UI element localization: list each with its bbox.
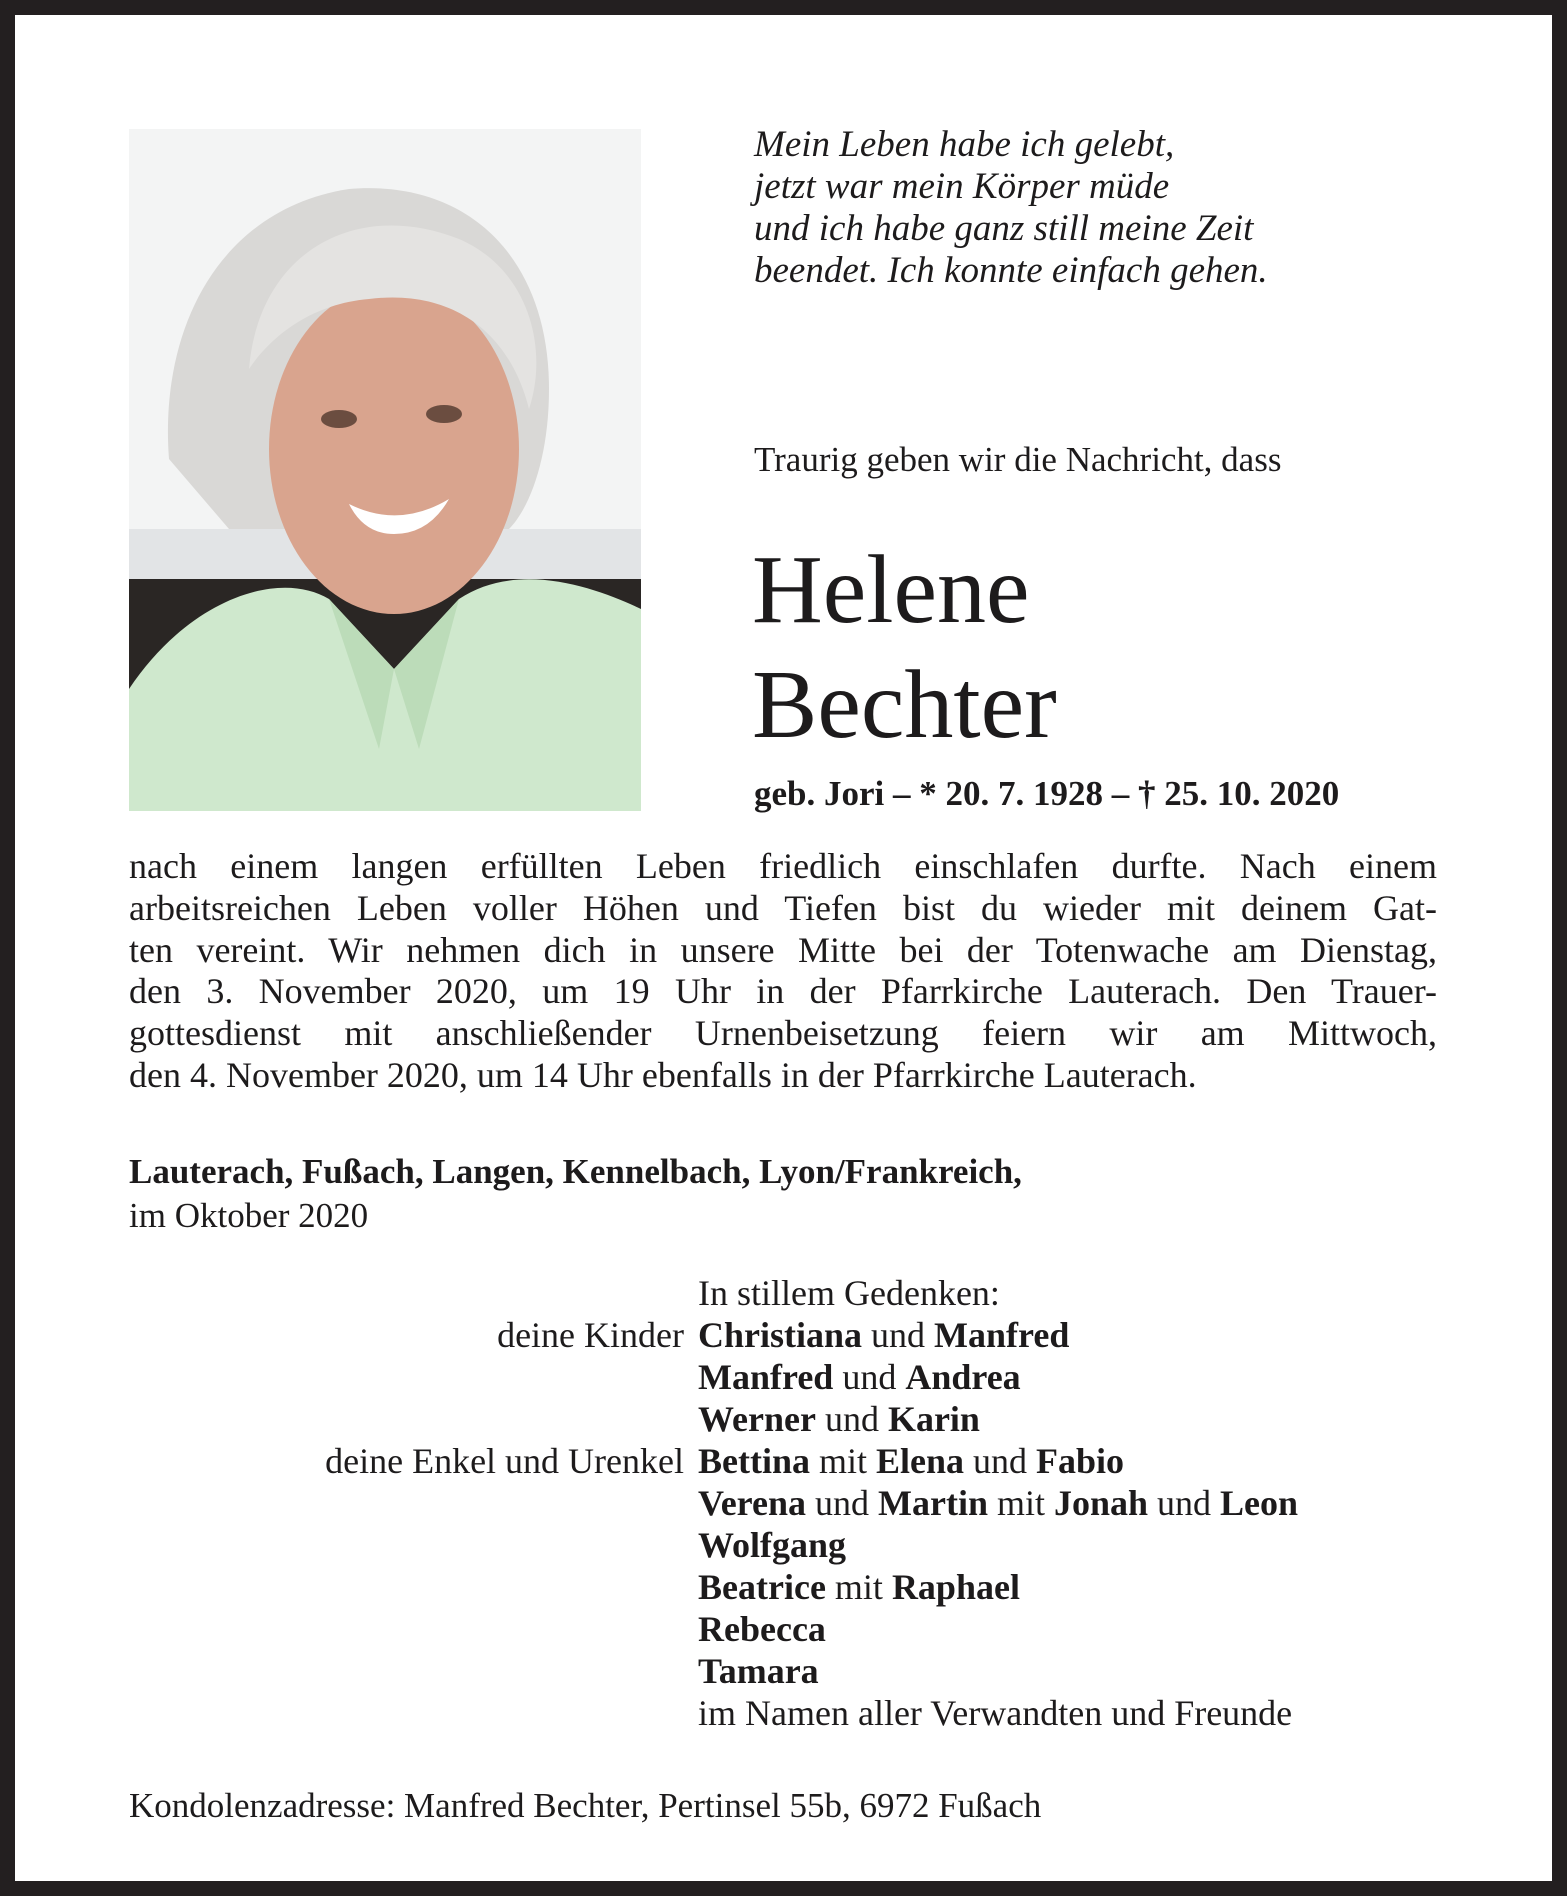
connector-text: und [862,1315,935,1355]
connector-text: mit [810,1441,877,1481]
family-name: Verena [698,1483,806,1523]
quote-line: jetzt war mein Körper müde [754,166,1170,207]
family-name: Karin [887,1399,980,1439]
connector-text: im Namen aller Verwandten und Freunde [698,1693,1293,1733]
family-line [698,1524,846,1566]
intro-text: Traurig geben wir die Nachricht, dass [754,440,1282,479]
family-line [698,1440,1124,1482]
gedenken-heading: In stillem Gedenken: [698,1273,1000,1313]
family-name: Christiana [698,1315,863,1355]
quote [754,124,1268,292]
family-name: Andrea [905,1357,1021,1397]
connector-text: und [833,1357,906,1397]
quote-line: beendet. Ich konnte einfach gehen. [754,250,1268,291]
family-line [698,1566,1020,1608]
family-line [698,1608,826,1650]
body-line: ten vereint. Wir nehmen dich in unsere Mitte bei der Totenwache am Dienstag, [129,929,1437,970]
family-name: Martin [878,1483,988,1523]
family-name: Bettina [698,1441,810,1481]
date-place: im Oktober 2020 [129,1196,369,1235]
connector-text: mit [825,1567,892,1607]
connector-text: und [806,1483,878,1523]
last-name: Bechter [752,651,1057,759]
label-grandchildren: deine Enkel und Urenkel [325,1441,684,1481]
family-name: Tamara [698,1651,819,1691]
connector-text: und [815,1399,888,1439]
family-name: Elena [876,1441,965,1481]
family-name: Leon [1220,1483,1299,1523]
family-line [698,1398,980,1440]
family-name: Fabio [1036,1441,1125,1481]
family-name: Beatrice [698,1567,826,1607]
family-name: Rebecca [698,1609,826,1649]
family-name: Werner [698,1399,816,1439]
body-line: nach einem langen erfüllten Leben friedlich einschlafen durfte. Nach einem [129,846,1437,886]
family-name: Manfred [934,1315,1070,1355]
body-line: gottesdienst mit anschließender Urnenbeisetzung feiern wir am Mittwoch, [129,1013,1437,1054]
family-line [698,1482,1298,1524]
family-line [698,1314,1069,1356]
body-paragraph [129,846,1437,1097]
family-line [698,1692,1292,1734]
first-name: Helene [752,536,1030,644]
family-line [698,1650,819,1692]
family-name: Raphael [891,1567,1020,1607]
label-children: deine Kinder [497,1315,684,1355]
life-dates: geb. Jori – * 20. 7. 1928 – † 25. 10. 2020 [754,774,1340,813]
connector-text: und [964,1441,1037,1481]
portrait-photo [129,129,641,811]
condolence-address: Kondolenzadresse: Manfred Bechter, Pertinsel 55b, 6972 Fußach [129,1786,1042,1825]
body-line: arbeitsreichen Leben voller Höhen und Tiefen bist du wieder mit deinem Gat- [129,887,1437,928]
family-name: Manfred [698,1357,834,1397]
family-name: Jonah [1053,1483,1149,1523]
connector-text: mit [987,1483,1054,1523]
body-line: den 3. November 2020, um 19 Uhr in der Pfarrkirche Lauterach. Den Trauer- [129,971,1437,1012]
quote-line: Mein Leben habe ich gelebt, [754,124,1175,165]
family-line [698,1356,1021,1398]
connector-text: und [1148,1483,1221,1523]
quote-line: und ich habe ganz still meine Zeit [754,208,1254,249]
towns: Lauterach, Fußach, Langen, Kennelbach, Lyon/Frankreich, [129,1152,1022,1191]
family-name: Wolfgang [698,1525,847,1565]
body-line: den 4. November 2020, um 14 Uhr ebenfalls in der Pfarrkirche Lauterach. [129,1054,1197,1095]
